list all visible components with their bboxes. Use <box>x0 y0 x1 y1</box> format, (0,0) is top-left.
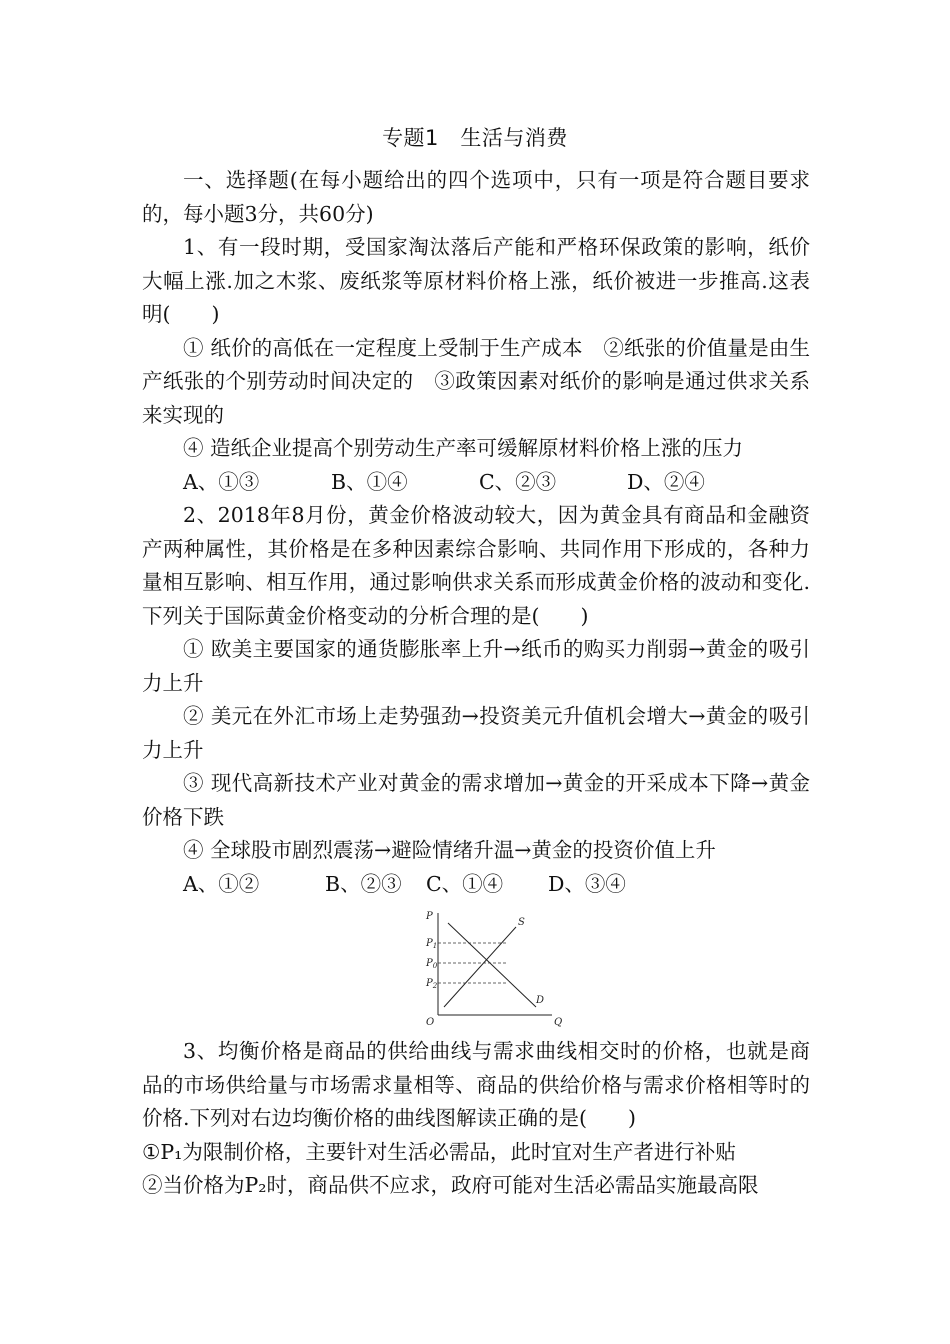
document-body <box>142 164 810 1203</box>
question-2-statement: ④ 全球股市剧烈震荡→避险情绪升温→黄金的投资价值上升 <box>183 838 716 862</box>
option-b: B、①④ <box>331 469 408 494</box>
demand-curve <box>448 923 536 1007</box>
demand-label: D <box>536 995 545 1006</box>
option-a: A、①② <box>183 871 260 896</box>
question-1-options <box>142 466 810 500</box>
supply-demand-graph <box>142 907 810 1031</box>
page-title: 专题1 生活与消费 <box>382 126 568 150</box>
option-c: C、②③ <box>479 469 557 494</box>
section-heading: 一、选择题(在每小题给出的四个选项中，只有一项是符合题目要求的，每小题3分，共60分) <box>142 168 810 226</box>
option-a: A、①③ <box>183 469 260 494</box>
question-1-stem: 1、有一段时期，受国家淘汰落后产能和严格环保政策的影响，纸价大幅上涨.加之木浆、废纸浆等原材料价格上涨，纸价被进一步推高.这表明( ) <box>142 235 810 326</box>
p1-label: $P_1$ <box>426 938 438 950</box>
question-2-options <box>142 868 810 902</box>
question-3-statement: ①P₁为限制价格，主要针对生活必需品，此时宜对生产者进行补贴 <box>142 1139 736 1164</box>
option-d: D、③④ <box>548 871 626 896</box>
p0-label: $P_0$ <box>426 958 438 970</box>
option-c: C、①④ <box>426 871 504 896</box>
graph-svg <box>414 907 574 1031</box>
question-1-statement: ④ 造纸企业提高个别劳动生产率可缓解原材料价格上涨的压力 <box>183 436 744 460</box>
supply-curve <box>444 927 516 1007</box>
question-3-statement: ②当价格为P₂时，商品供不应求，政府可能对生活必需品实施最高限 <box>142 1173 759 1197</box>
p2-label: $P_2$ <box>426 978 438 990</box>
question-3-stem: 3、均衡价格是商品的供给曲线与需求曲线相交时的价格，也就是商品的市场供给量与市场需求量相等、商品的供给价格与需求价格相等时的价格.下列对右边均衡价格的曲线图解读正确的是( ) <box>142 1039 810 1130</box>
question-2-statement: ① 欧美主要国家的通货膨胀率上升→纸币的购买力削弱→黄金的吸引力上升 <box>142 637 810 695</box>
option-d: D、②④ <box>627 469 705 494</box>
p-axis-label: P <box>426 911 433 922</box>
question-2-stem: 2、2018年8月份，黄金价格波动较大，因为黄金具有商品和金融资产两种属性，其价格是在多种因素综合影响、共同作用下形成的，各种力量相互影响、相互作用，通过影响供求关系而形成黄金价格的波动和变化.下列关于国际黄金价格变动的分析合理的是( ) <box>142 503 810 628</box>
option-b: B、②③ <box>325 871 402 896</box>
question-2-statement: ③ 现代高新技术产业对黄金的需求增加→黄金的开采成本下降→黄金价格下跌 <box>142 771 810 829</box>
supply-label: S <box>518 917 525 928</box>
q-axis-label: Q <box>554 1017 563 1028</box>
origin-label: O <box>426 1017 435 1028</box>
question-1-statement: ① 纸价的高低在一定程度上受制于生产成本 ②纸张的价值量是由生产纸张的个别劳动时间决定的 ③政策因素对纸价的影响是通过供求关系来实现的 <box>142 335 810 427</box>
question-2-statement: ② 美元在外汇市场上走势强劲→投资美元升值机会增大→黄金的吸引力上升 <box>142 704 810 762</box>
